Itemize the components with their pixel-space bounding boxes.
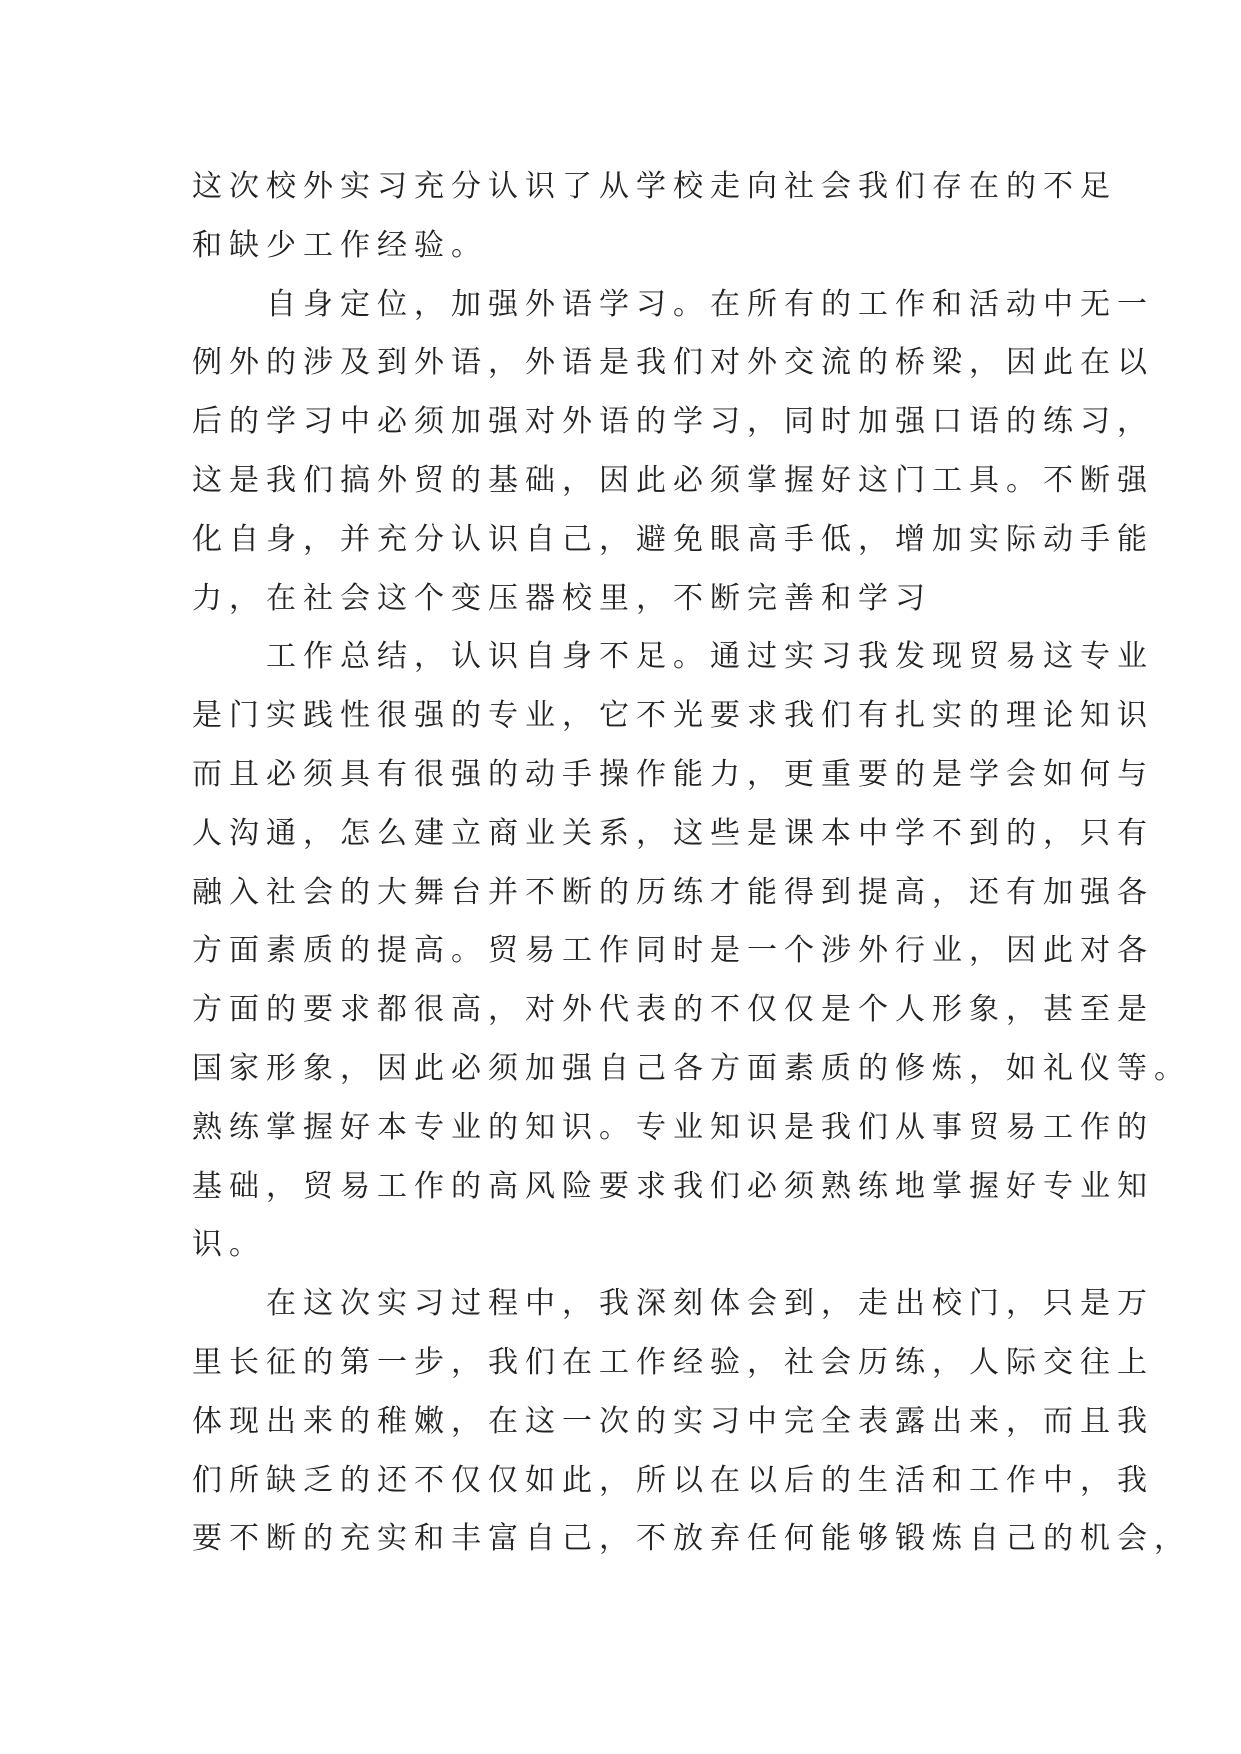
text-line: 国家形象，因此必须加强自己各方面素质的修炼，如礼仪等。	[192, 1050, 1191, 1086]
text-line: 要不断的充实和丰富自己，不放弃任何能够锻炼自己的机会，	[192, 1521, 1191, 1557]
text-line: 们所缺乏的还不仅仅如此，所以在以后的生活和工作中，我	[192, 1462, 1154, 1498]
text-line: 人沟通，怎么建立商业关系，这些是课本中学不到的，只有	[192, 815, 1154, 851]
text-line: 后的学习中必须加强对外语的学习，同时加强口语的练习，	[192, 404, 1154, 440]
text-line: 识。	[192, 1227, 266, 1263]
text-line: 化自身，并充分认识自己，避免眼高手低，增加实际动手能	[192, 521, 1154, 557]
text-line: 里长征的第一步，我们在工作经验，社会历练，人际交往上	[192, 1344, 1154, 1380]
text-line: 方面的要求都很高，对外代表的不仅仅是个人形象，甚至是	[192, 992, 1154, 1028]
text-line: 体现出来的稚嫩，在这一次的实习中完全表露出来，而且我	[192, 1403, 1154, 1439]
text-line: 融入社会的大舞台并不断的历练才能得到提高，还有加强各	[192, 874, 1154, 910]
text-line: 方面素质的提高。贸易工作同时是一个涉外行业，因此对各	[192, 933, 1154, 969]
text-line: 而且必须具有很强的动手操作能力，更重要的是学会如何与	[192, 756, 1154, 792]
text-line: 熟练掌握好本专业的知识。专业知识是我们从事贸易工作的	[192, 1109, 1154, 1145]
text-line: 在这次实习过程中，我深刻体会到，走出校门，只是万	[192, 1286, 1154, 1322]
text-line: 基础，贸易工作的高风险要求我们必须熟练地掌握好专业知	[192, 1168, 1154, 1204]
text-line: 力，在社会这个变压器校里，不断完善和学习	[192, 580, 932, 616]
document-body	[192, 158, 1191, 1569]
text-line: 这是我们搞外贸的基础，因此必须掌握好这门工具。不断强	[192, 462, 1154, 498]
text-line: 这次校外实习充分认识了从学校走向社会我们存在的不足	[192, 169, 1117, 204]
text-line: 和缺少工作经验。	[192, 227, 488, 263]
text-line: 自身定位，加强外语学习。在所有的工作和活动中无一	[192, 286, 1154, 322]
text-line: 是门实践性很强的专业，它不光要求我们有扎实的理论知识	[192, 698, 1154, 734]
text-line: 工作总结，认识自身不足。通过实习我发现贸易这专业	[192, 639, 1154, 675]
text-line: 例外的涉及到外语，外语是我们对外交流的桥梁，因此在以	[192, 345, 1154, 381]
